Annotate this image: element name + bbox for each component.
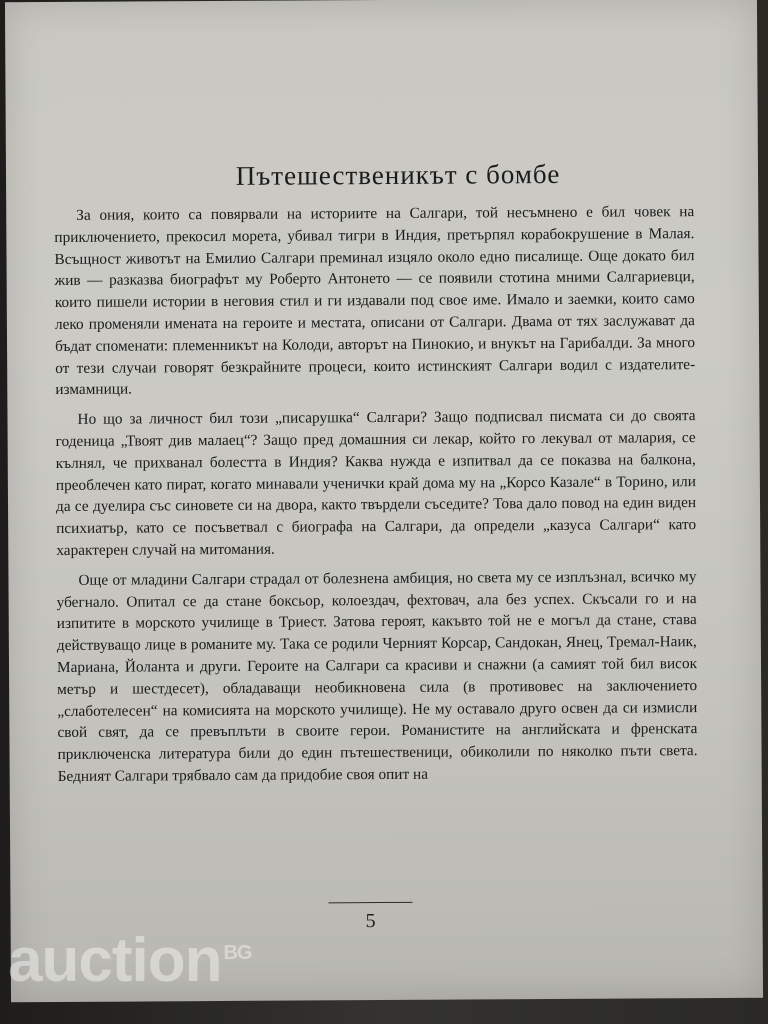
- watermark-suffix: BG: [223, 942, 252, 965]
- book-page: [5, 0, 763, 1002]
- chapter-title: Пътешественикът с бомбе: [235, 158, 561, 191]
- page-content: [54, 158, 698, 796]
- paragraph: Но що за личност бил този „писарушка“ Салгари? Защо подписвал писмата си до своята годеница „Твоят див малаец“? Защо пред домашния си лекар, който го лекувал от малария, се кълнял, че прихванал болестта в Индия? Каква нужда е изпитвал да се показва на балкона, преоблечен като пират, когато минавали ученички край дома му на „Корсо Казале“ в Торино, или да се дуелира със синовете си на двора, както твърдели съседите? Това дало повод на един виден психиатър, като се посъветвал с биографа на Салгари, да определи „казуса Салгари“ като характерен случай на митомания.: [55, 407, 697, 559]
- page-number-divider: [328, 902, 412, 904]
- paragraph: Още от младини Салгари страдал от болезнена амбиция, но света му се изплъзнал, всичко му убегнало. Опитал се да стане боксьор, колоездач, фехтовач, ала без успех. Скъсали го и на изпитите в морското училище в Триест. Затова героят, какъвто той не е могъл да стане, става действуващо лице в романите му. Така се родили Черният Корсар, Сандокан, Янец, Тремал-Наик, Мариана, Йоланта и други. Героите на Салгари са красиви и снажни (а самият той бил висок метър и шестдесет), обладаващи необикновена сила (в противовес на заключението „слаботелесен“ на комисията на морското училище). Не му оставало друго освен да си измисли свой свят, да се превъплъти в своите герои. Романистите на английската и френската приключенска литература били до един пътешественици, обиколили по няколко пъти света. Бедният Салгари трябвало сам да придобие своя опит на: [56, 567, 698, 785]
- page-number: 5: [365, 910, 376, 933]
- auction-watermark-logo: [8, 926, 252, 995]
- paragraph: За ония, които са повярвали на историите на Салгари, той несъмнено е бил човек на приключението, прекосил морета, убивал тигри в Индия, претърпял корабокрушение в Малая. Всъщност животът на Емилио Салгари преминал изцяло около едно писалище. Още докато бил жив — разказва биографът му Роберто Антонето — се появили стотина мними Салгариевци, които пишели истории в неговия стил и ги издавали под свое име. Имало и заемки, които само леко променяли имената на героите и местата, описани от Салгари. Двама от тях заслужават да бъдат споменати: племенникът на Колоди, авторът на Пинокио, и внукът на Гарибалди. За много от тези случаи говорят безкрайните процеси, които истинският Салгари водил с издателите-измамници.: [54, 203, 696, 399]
- watermark-text: auction: [8, 926, 222, 995]
